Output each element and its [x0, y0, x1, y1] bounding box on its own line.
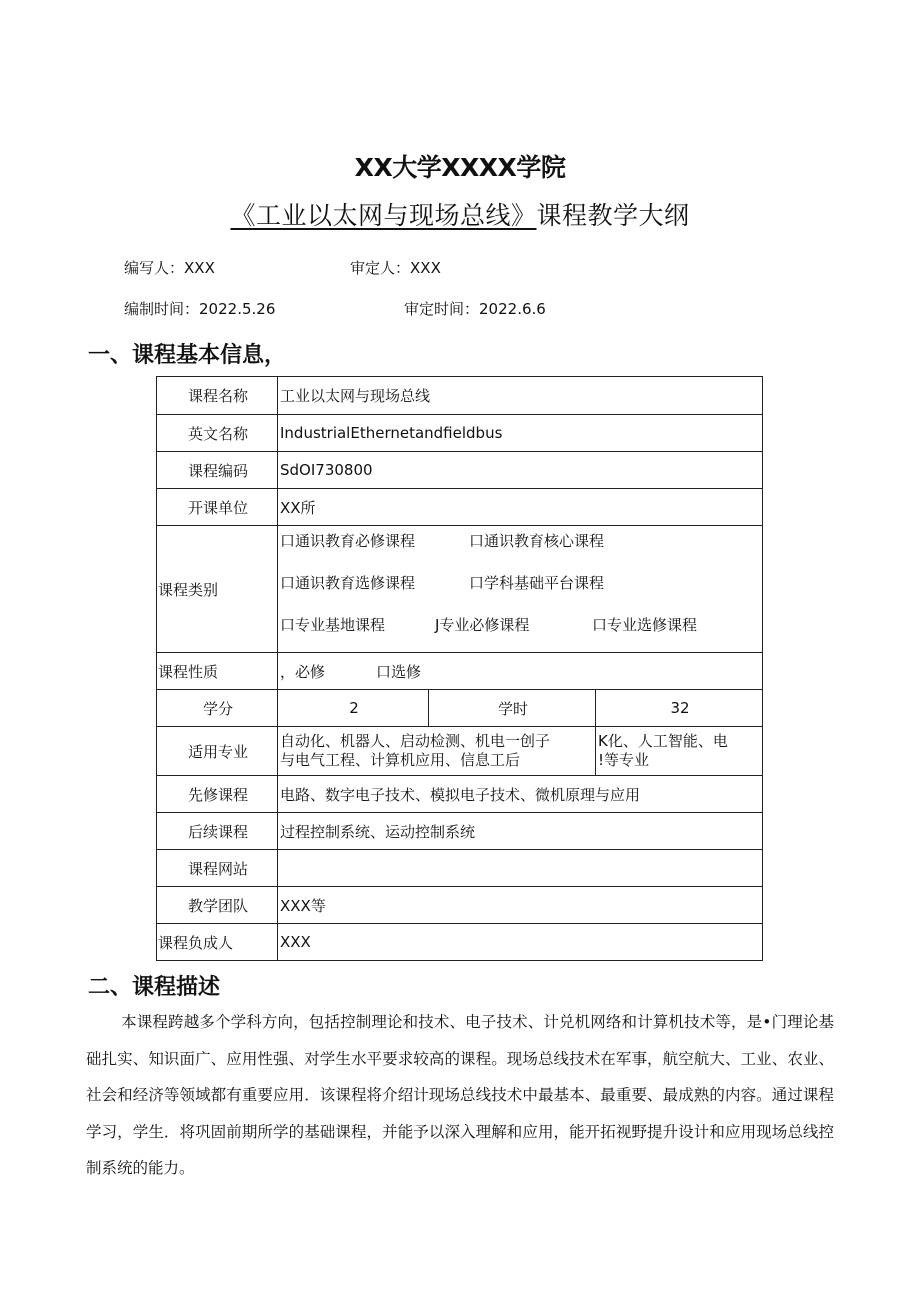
course-title-suffix: 课程教学大纲 [536, 201, 690, 230]
type-option[interactable]: 口专业选修课程 [592, 616, 698, 634]
author [124, 257, 215, 278]
type-option[interactable]: 口通识教育选修课程 [280, 574, 416, 592]
follow-value: 过程控制系统、运动控制系统 [278, 813, 763, 850]
table-row [157, 727, 763, 776]
table-row [157, 377, 763, 415]
course-description-text: 本课程跨越多个学科方向，包括控制理论和技术、电子技术、计兑机网络和计算机技术等，是•门理论基础扎实、知识面广、应用性强、对学生水平要求较高的课程。现场总线技术在军事，航空航大、工业、农业、社会和经济等领域都有重要应用．该课程将介绍计现场总线技术中最基本、最重要、最成熟的内容。通过课程学习，学生．将巩固前期所学的基础课程，并能予以深入理解和应用，能开拓视野提升设计和应用现场总线控制系统的能力。 [86, 1013, 834, 1177]
nature-elective-option[interactable]: 口选修 [376, 662, 422, 681]
owner-label: 课程负成人 [157, 924, 278, 961]
table-row [157, 813, 763, 850]
course-nature-value [278, 653, 763, 690]
credit-label: 学分 [157, 690, 278, 727]
table-row [157, 489, 763, 526]
reviewer-label: 审定人： [350, 259, 411, 277]
major-label: 适用专业 [157, 727, 278, 776]
review-time [404, 298, 546, 319]
major-line: !等专业 [598, 751, 650, 769]
table-row [157, 415, 763, 452]
section1-heading: 一、课程基本信息， [88, 343, 287, 368]
english-name-label: 英文名称 [157, 415, 278, 452]
review-time-label: 审定时间： [404, 300, 480, 318]
course-title [0, 196, 920, 232]
institution-title: XX大学XXXX学院 [354, 153, 566, 182]
prereq-value: 电路、数字电子技术、模拟电子技术、微机原理与应用 [278, 776, 763, 813]
team-value: XXX等 [278, 887, 763, 924]
table-row [157, 850, 763, 887]
owner-value: XXX [278, 924, 763, 961]
prereq-label: 先修课程 [157, 776, 278, 813]
type-option[interactable]: 口通识教育核心课程 [469, 532, 605, 550]
nature-required-option[interactable]: ，必修 [280, 662, 326, 681]
compile-time-label: 编制时间： [124, 300, 200, 318]
english-name-value: IndustrialEthernetandfieldbus [278, 415, 763, 452]
team-label: 教学团队 [157, 887, 278, 924]
course-description [86, 1004, 834, 1187]
course-nature-label: 课程性质 [157, 653, 278, 690]
table-row [157, 924, 763, 961]
major-line: 自动化、机器人、启动检测、机电一创子 [280, 732, 551, 750]
major-value-left [278, 727, 596, 776]
type-option[interactable]: 口通识教育必修课程 [280, 532, 416, 550]
course-code-value: SdOI730800 [278, 452, 763, 489]
table-row [157, 653, 763, 690]
table-row [157, 887, 763, 924]
compile-time [124, 298, 275, 319]
course-type-label: 课程类别 [157, 526, 278, 653]
course-name-value: 工业以太网与现场总线 [278, 377, 763, 415]
type-option[interactable]: 口学科基础平台课程 [469, 574, 605, 592]
credit-value: 2 [278, 690, 429, 727]
course-name-title: 《工业以太网与现场总线》 [230, 201, 537, 230]
hours-label: 学时 [429, 690, 596, 727]
course-type-options [278, 526, 763, 653]
compile-time-value: 2022.5.26 [199, 300, 276, 318]
type-option[interactable]: 口专业基地课程 [280, 616, 386, 634]
major-line: 与电气工程、计算机应用、信息工后 [280, 751, 521, 769]
follow-label: 后续课程 [157, 813, 278, 850]
hours-value: 32 [596, 690, 763, 727]
major-line: K化、人工智能、电 [598, 732, 728, 750]
unit-label: 开课单位 [157, 489, 278, 526]
unit-value: XX所 [278, 489, 763, 526]
table-row [157, 690, 763, 727]
author-value: XXX [184, 259, 215, 277]
course-name-label: 课程名称 [157, 377, 278, 415]
review-time-value: 2022.6.6 [479, 300, 546, 318]
course-code-label: 课程编码 [157, 452, 278, 489]
author-label: 编写人： [124, 259, 185, 277]
table-row [157, 452, 763, 489]
table-row [157, 526, 763, 653]
table-row [157, 776, 763, 813]
reviewer [350, 257, 441, 278]
type-option[interactable]: J专业必修课程 [435, 616, 530, 634]
course-info-table [156, 376, 763, 961]
major-value-right [596, 727, 763, 776]
website-value [278, 850, 763, 887]
website-label: 课程网站 [157, 850, 278, 887]
section2-heading: 二、课程描述 [88, 975, 221, 1000]
reviewer-value: XXX [410, 259, 441, 277]
